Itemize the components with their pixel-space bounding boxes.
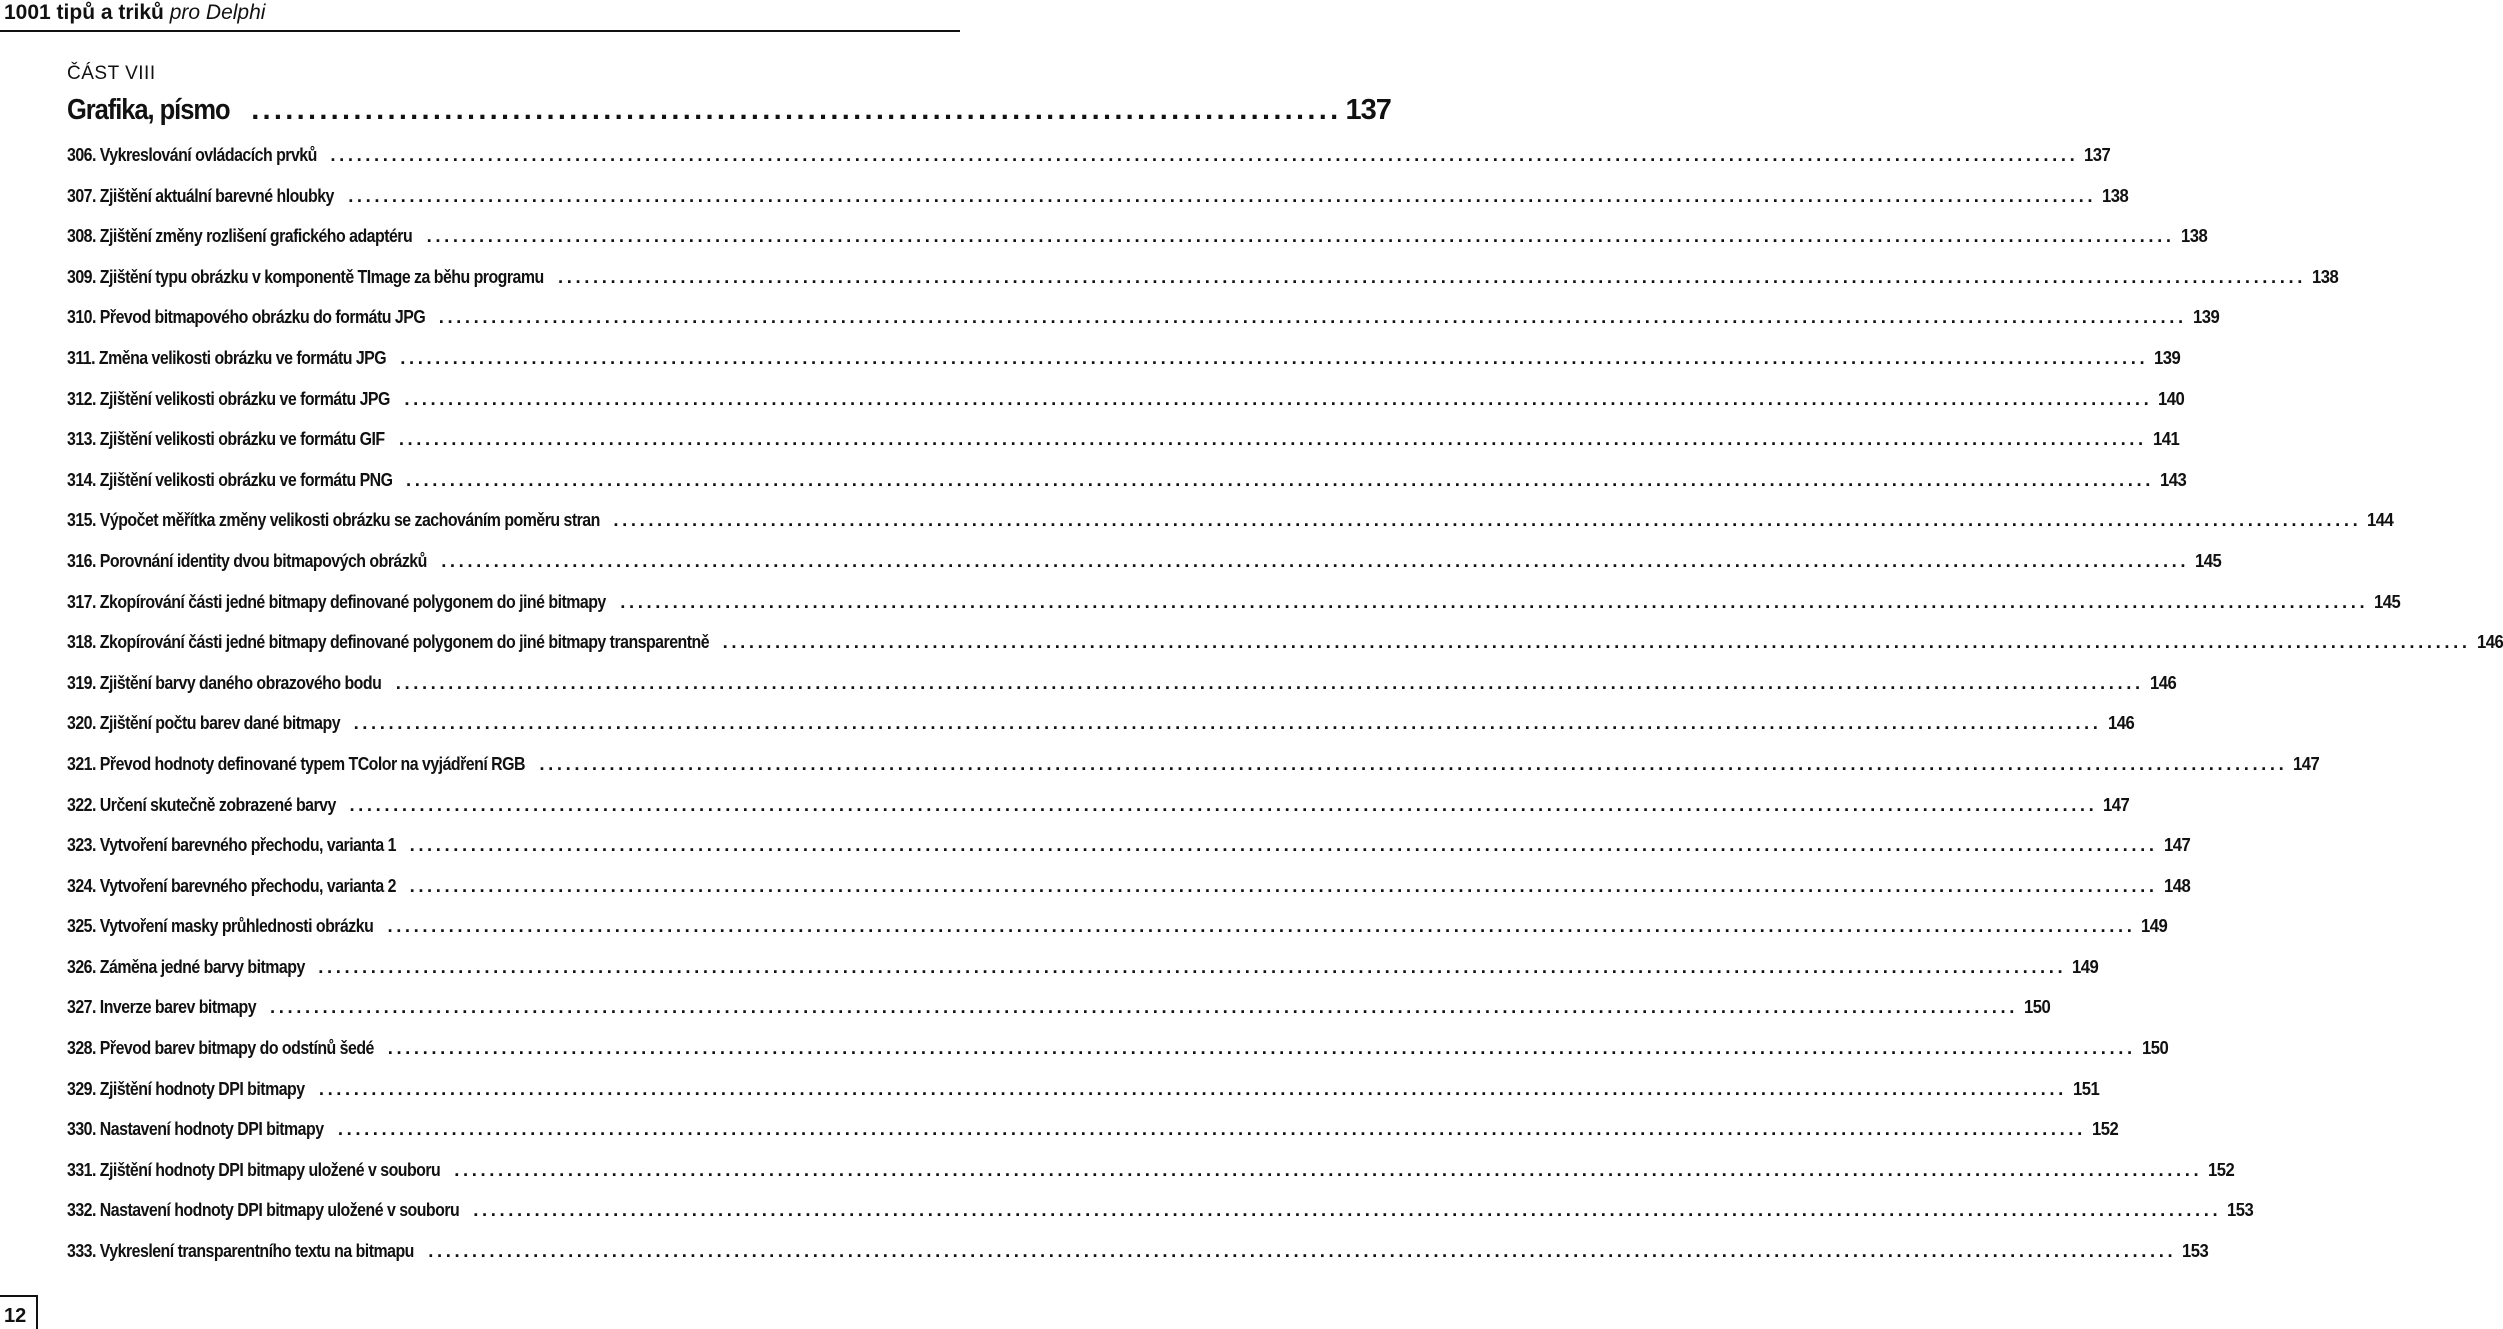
toc-entry-page: 143 — [2159, 468, 2187, 490]
toc-entry-page: 148 — [2163, 874, 2190, 896]
toc-entry — [67, 302, 2220, 343]
toc-entry — [67, 587, 2401, 628]
chapter-title: Grafika, písmo — [67, 94, 230, 126]
toc-entry — [67, 790, 2130, 831]
toc-entry-title: 325. Vytvoření masky průhlednosti obrázku — [67, 915, 374, 937]
toc-entry-title: 316. Porovnání identity dvou bitmapových obrázků — [67, 549, 427, 571]
dot-leader: ........................................................................................................................................................................................................ — [426, 225, 2175, 247]
toc-entry — [67, 343, 2181, 384]
toc-entry-page: 140 — [2158, 387, 2185, 409]
toc-entry — [67, 749, 2320, 790]
toc-entry-page: 145 — [2374, 590, 2401, 612]
toc-entry-page: 146 — [2107, 712, 2134, 734]
chapter-page: 137 — [1345, 94, 1391, 126]
toc-entry-title: 312. Zjištění velikosti obrázku ve formátu JPG — [67, 387, 390, 409]
toc-list — [67, 140, 2503, 1277]
running-header — [0, 0, 960, 32]
toc-entry-title: 328. Převod barev bitmapy do odstínů šedé — [67, 1037, 374, 1059]
toc-entry — [67, 992, 2051, 1033]
toc-entry-title: 331. Zjištění hodnoty DPI bitmapy uložené v souboru — [67, 1158, 441, 1180]
dot-leader: ................................................................................................ — [251, 94, 1342, 126]
dot-leader: ........................................................................................................................................................................................................ — [438, 306, 2187, 328]
page-number: 12 — [4, 1305, 27, 1327]
toc-entry — [67, 424, 2180, 465]
toc-entry — [67, 627, 2503, 668]
toc-entry-page: 152 — [2091, 1118, 2119, 1140]
dot-leader: ........................................................................................................................................................................................................ — [558, 265, 2307, 287]
toc-entry-title: 329. Zjištění hodnoty DPI bitmapy — [67, 1077, 305, 1099]
toc-entry — [67, 1033, 2169, 1074]
toc-entry-page: 151 — [2072, 1077, 2100, 1099]
toc-entry-page: 138 — [2102, 184, 2129, 206]
toc-entry — [67, 384, 2185, 425]
toc-entry-page: 144 — [2367, 509, 2394, 531]
toc-entry-page: 147 — [2293, 752, 2320, 774]
toc-entry-title: 318. Zkopírování části jedné bitmapy definované polygonem do jiné bitmapy transparentně — [67, 631, 710, 653]
toc-entry-title: 319. Zjištění barvy daného obrazového bodu — [67, 671, 382, 693]
toc-entry-title: 306. Vykreslování ovládacích prvků — [67, 144, 317, 165]
toc-entry — [67, 830, 2190, 871]
dot-leader: ........................................................................................................................................................................................................ — [613, 509, 2362, 531]
toc-entry-title: 324. Vytvoření barevného přechodu, varianta 2 — [67, 874, 397, 896]
toc-entry-title: 307. Zjištění aktuální barevné hloubky — [67, 184, 334, 206]
toc-entry-title: 326. Záměna jedné barvy bitmapy — [67, 955, 305, 977]
toc-entry-page: 138 — [2311, 265, 2339, 287]
toc-entry — [67, 952, 2099, 993]
dot-leader: ........................................................................................................................................................................................................ — [406, 468, 2154, 490]
toc-entry — [67, 546, 2222, 587]
dot-leader: ........................................................................................................................................................................................................ — [620, 590, 2369, 612]
toc-entry-title: 333. Vykreslení transparentního textu na bitmapu — [67, 1240, 414, 1262]
toc-entry — [67, 1074, 2100, 1115]
toc-entry — [67, 911, 2168, 952]
toc-entry-page: 147 — [2103, 793, 2130, 815]
dot-leader: ........................................................................................................................................................................................................ — [473, 1199, 2222, 1221]
toc-entry — [67, 181, 2129, 222]
footer-rule-horizontal — [0, 1295, 38, 1297]
dot-leader: ........................................................................................................................................................................................................ — [330, 144, 2079, 165]
toc-entry — [67, 1195, 2254, 1236]
toc-entry-title: 310. Převod bitmapového obrázku do formátu JPG — [67, 306, 426, 328]
toc-entry-page: 147 — [2163, 834, 2190, 856]
toc-entry-title: 323. Vytvoření barevného přechodu, varianta 1 — [67, 834, 397, 856]
toc-entry — [67, 1155, 2235, 1196]
dot-leader: ........................................................................................................................................................................................................ — [395, 671, 2144, 693]
dot-leader: ........................................................................................................................................................................................................ — [270, 996, 2018, 1018]
dot-leader: ........................................................................................................................................................................................................ — [722, 631, 2471, 653]
dot-leader: ........................................................................................................................................................................................................ — [337, 1118, 2086, 1140]
dot-leader: ........................................................................................................................................................................................................ — [400, 346, 2149, 368]
toc-entry-page: 153 — [2227, 1199, 2254, 1221]
toc-entry — [67, 505, 2394, 546]
toc-entry-title: 320. Zjištění počtu barev dané bitmapy — [67, 712, 341, 734]
toc-entry-title: 308. Zjištění změny rozlišení grafického adaptéru — [67, 225, 413, 247]
toc-entry-page: 150 — [2141, 1037, 2169, 1059]
toc-entry — [67, 140, 2111, 181]
toc-entry-page: 150 — [2023, 996, 2051, 1018]
dot-leader: ........................................................................................................................................................................................................ — [428, 1240, 2177, 1262]
toc-entry — [67, 708, 2134, 749]
toc-entry — [67, 871, 2190, 912]
dot-leader: ........................................................................................................................................................................................................ — [409, 874, 2158, 896]
dot-leader: ........................................................................................................................................................................................................ — [409, 834, 2158, 856]
toc-entry-page: 139 — [2192, 306, 2220, 328]
dot-leader: ........................................................................................................................................................................................................ — [348, 184, 2097, 206]
toc-entry-title: 311. Změna velikosti obrázku ve formátu JPG — [67, 346, 387, 368]
toc-entry-page: 145 — [2195, 549, 2222, 571]
toc-entry — [67, 1114, 2119, 1155]
book-title — [4, 0, 265, 26]
toc-entry — [67, 668, 2177, 709]
toc-entry-page: 149 — [2072, 955, 2099, 977]
toc-entry-title: 313. Zjištění velikosti obrázku ve formátu GIF — [67, 428, 385, 450]
book-title-sub: pro Delphi — [169, 1, 266, 24]
toc-entry-title: 309. Zjištění typu obrázku v komponentě TImage za běhu programu — [67, 265, 544, 287]
toc-entry-title: 322. Určení skutečně zobrazené barvy — [67, 793, 336, 815]
dot-leader: ........................................................................................................................................................................................................ — [398, 428, 2147, 450]
toc-entry-title: 321. Převod hodnoty definované typem TColor na vyjádření RGB — [67, 752, 525, 774]
part-label: ČÁST VIII — [67, 63, 156, 84]
chapter-heading — [67, 90, 1391, 130]
book-title-main: 1001 tipů a triků — [4, 1, 164, 24]
toc-entry — [67, 465, 2187, 506]
toc-entry-page: 153 — [2182, 1240, 2209, 1262]
toc-entry-page: 146 — [2476, 631, 2503, 653]
toc-entry-page: 137 — [2084, 144, 2111, 165]
dot-leader: ........................................................................................................................................................................................................ — [318, 955, 2067, 977]
dot-leader: ........................................................................................................................................................................................................ — [353, 712, 2102, 734]
toc-entry-title: 317. Zkopírování části jedné bitmapy definované polygonem do jiné bitmapy — [67, 590, 606, 612]
toc-entry — [67, 221, 2207, 262]
toc-entry-title: 330. Nastavení hodnoty DPI bitmapy — [67, 1118, 324, 1140]
toc-entry-title: 314. Zjištění velikosti obrázku ve formátu PNG — [67, 468, 393, 490]
dot-leader: ........................................................................................................................................................................................................ — [387, 1037, 2136, 1059]
toc-entry-title: 332. Nastavení hodnoty DPI bitmapy uložené v souboru — [67, 1199, 460, 1221]
footer-rule-vertical — [36, 1295, 38, 1329]
dot-leader: ........................................................................................................................................................................................................ — [349, 793, 2098, 815]
dot-leader: ........................................................................................................................................................................................................ — [404, 387, 2153, 409]
toc-entry-page: 152 — [2208, 1158, 2235, 1180]
dot-leader: ........................................................................................................................................................................................................ — [441, 549, 2190, 571]
toc-entry-title: 327. Inverze barev bitmapy — [67, 996, 257, 1018]
toc-entry-page: 141 — [2152, 428, 2180, 450]
header-rule — [0, 30, 960, 32]
dot-leader: ........................................................................................................................................................................................................ — [539, 752, 2288, 774]
toc-entry-page: 149 — [2141, 915, 2168, 937]
toc-entry-page: 146 — [2149, 671, 2177, 693]
toc-entry — [67, 262, 2339, 303]
toc-entry-title: 315. Výpočet měřítka změny velikosti obrázku se zachováním poměru stran — [67, 509, 600, 531]
toc-entry-page: 138 — [2180, 225, 2207, 247]
toc-entry — [67, 1236, 2209, 1277]
dot-leader: ........................................................................................................................................................................................................ — [318, 1077, 2067, 1099]
toc-entry-page: 139 — [2154, 346, 2181, 368]
dot-leader: ........................................................................................................................................................................................................ — [387, 915, 2136, 937]
dot-leader: ........................................................................................................................................................................................................ — [454, 1158, 2203, 1180]
